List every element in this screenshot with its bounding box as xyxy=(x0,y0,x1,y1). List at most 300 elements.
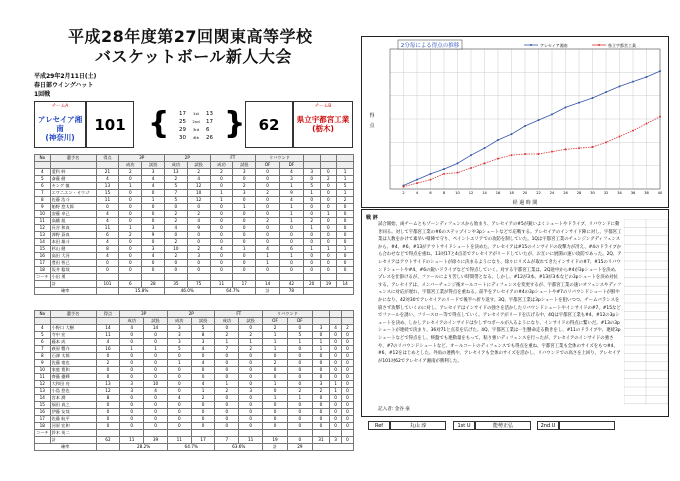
table-row xyxy=(35,232,354,239)
stat-cell: 1 xyxy=(215,381,239,388)
table-row xyxy=(35,281,354,288)
stat-cell: 1 xyxy=(330,388,342,395)
col-3p-header: 3P xyxy=(119,155,165,162)
stat-cell: 1 xyxy=(280,183,304,190)
team-b-score-box xyxy=(245,101,293,148)
stat-cell: 0 xyxy=(187,204,210,211)
data-point-series-1 xyxy=(619,85,621,87)
data-point-series-2 xyxy=(470,167,472,169)
stat-cell: 0 xyxy=(144,339,168,346)
stat-cell xyxy=(280,274,304,281)
stat-cell: 0 xyxy=(167,402,191,409)
x-tick-label: 12 xyxy=(468,191,474,195)
stat-cell: 0 xyxy=(303,204,320,211)
stat-cell: 1 xyxy=(330,381,342,388)
stat-cell: 0 xyxy=(239,325,263,332)
stat-cell xyxy=(342,430,354,437)
stat-cell: 6 xyxy=(280,246,304,253)
stat-cell: 0 xyxy=(330,367,342,374)
stat-cell: 0 xyxy=(330,374,342,381)
stat-cell: 0 xyxy=(303,176,320,183)
stat-cell xyxy=(288,430,313,437)
stat-cell: 0 xyxy=(144,402,168,409)
stat-cell: 0 xyxy=(320,239,337,246)
stat-cell: 0 xyxy=(164,232,187,239)
stat-cell: 1 xyxy=(312,346,329,353)
stat-cell: 0 xyxy=(96,409,120,416)
stat-cell: 4 xyxy=(96,253,119,260)
player-number: 11 xyxy=(35,218,51,225)
stat-cell: 1 xyxy=(233,204,256,211)
stat-cell: 0 xyxy=(256,267,280,274)
player-name: 長谷 和真 xyxy=(50,225,96,232)
stat-cell: 5 xyxy=(303,183,320,190)
stat-cell: 0 xyxy=(342,402,354,409)
stat-cell: 2 xyxy=(119,169,142,176)
data-point-series-1 xyxy=(538,119,540,121)
stat-cell: 0 xyxy=(215,395,239,402)
commentary-box xyxy=(361,209,669,417)
quarter-score-b: 6 xyxy=(206,127,210,133)
stat-cell: 11 xyxy=(210,281,233,288)
stat-cell: 0 xyxy=(215,360,239,367)
stat-cell: 4 xyxy=(256,246,280,253)
stat-cell: 0 xyxy=(119,218,142,225)
stat-cell: 0 xyxy=(120,416,144,423)
stat-cell: 0 xyxy=(288,423,313,430)
stat-cell: 0 xyxy=(239,353,263,360)
stat-cell: 0 xyxy=(239,402,263,409)
stat-cell: 4 xyxy=(164,225,187,232)
stat-cell: 0 xyxy=(233,225,256,232)
subheader-cell: 成功 xyxy=(120,318,144,325)
stat-cell: 0 xyxy=(144,360,168,367)
stat-cell xyxy=(96,274,119,281)
chart-title: 2分毎による得点の推移 xyxy=(400,43,460,49)
stat-cell: 0 xyxy=(337,232,354,239)
ref-name: 丸山 淳 xyxy=(390,421,446,430)
player-name: 伊藤 友哉 xyxy=(50,409,96,416)
stat-cell: 0 xyxy=(144,332,168,339)
percentage-cell xyxy=(303,288,353,295)
y-axis-label: 得 xyxy=(369,113,375,119)
stat-cell: 0 xyxy=(119,197,142,204)
stat-cell: 0 xyxy=(120,374,144,381)
player-number: 18 xyxy=(35,423,51,430)
stat-cell: 0 xyxy=(96,402,120,409)
data-point-series-2 xyxy=(443,173,445,175)
player-name: 船野 悠太郎 xyxy=(50,204,96,211)
stat-cell: 0 xyxy=(342,395,354,402)
stat-cell: 2 xyxy=(337,197,354,204)
stat-cell: 1 xyxy=(263,332,288,339)
stat-cell: 0 xyxy=(233,267,256,274)
stat-cell xyxy=(187,274,210,281)
stat-cell: 0 xyxy=(342,339,354,346)
quarter-row xyxy=(168,127,224,135)
stat-cell: 2 xyxy=(187,246,210,253)
col-ft-header: FT xyxy=(210,155,256,162)
table-row xyxy=(35,260,354,267)
table-row xyxy=(35,430,354,437)
table-row xyxy=(35,239,354,246)
stat-cell: 0 xyxy=(233,260,256,267)
stat-cell: 0 xyxy=(191,416,215,423)
stat-cell: 0 xyxy=(320,190,337,197)
subheader-cell: DF xyxy=(280,162,304,169)
percentage-cell: 計 xyxy=(256,288,280,295)
score-progress-svg xyxy=(362,37,668,207)
stat-cell: 3 xyxy=(191,339,215,346)
stat-cell: 4 xyxy=(144,388,168,395)
stat-cell: 1 xyxy=(210,190,233,197)
stat-cell: 0 xyxy=(320,232,337,239)
data-point-series-1 xyxy=(457,162,459,164)
stat-cell: 4 xyxy=(191,381,215,388)
stat-cell: 0 xyxy=(263,423,288,430)
stat-cell: 0 xyxy=(164,204,187,211)
stat-cell: 1 xyxy=(263,381,288,388)
player-name: 高橋 旭 xyxy=(50,218,96,225)
stat-cell: 0 xyxy=(144,416,168,423)
legend-marker xyxy=(530,44,532,46)
stat-cell: 9 xyxy=(280,190,304,197)
right-brace: } xyxy=(224,106,246,141)
stat-cell xyxy=(239,430,263,437)
table-header-row xyxy=(35,155,354,162)
stat-cell: 2 xyxy=(164,239,187,246)
legend-marker xyxy=(598,44,600,46)
quarter-row xyxy=(168,119,224,127)
stat-cell xyxy=(144,430,168,437)
col-name-header: 選手名 xyxy=(50,311,96,318)
data-point-series-1 xyxy=(659,70,661,72)
player-name: 本田 雄斗 xyxy=(50,239,96,246)
stat-cell: 2 xyxy=(263,360,288,367)
data-point-series-1 xyxy=(484,147,486,149)
player-name: 小野口 大樹 xyxy=(50,325,96,332)
stat-cell: 0 xyxy=(187,267,210,274)
stat-cell: 7 xyxy=(215,437,239,444)
stat-cell: 0 xyxy=(215,325,239,332)
blank-header-cell xyxy=(330,311,342,318)
stat-cell: 0 xyxy=(280,260,304,267)
stat-cell: 1 xyxy=(288,339,313,346)
x-tick-label: 22 xyxy=(536,191,541,195)
stat-cell: 0 xyxy=(142,239,165,246)
stat-cell: 5 xyxy=(191,325,215,332)
table-row xyxy=(35,423,354,430)
stat-cell: 5 xyxy=(288,332,313,339)
player-name: 齊藤 優輝 xyxy=(50,374,96,381)
stat-cell: 0 xyxy=(330,332,342,339)
page-title-line2: バスケットボール新人大会 xyxy=(95,47,292,66)
team-b-stats-table xyxy=(34,310,354,451)
stat-cell: 0 xyxy=(142,204,165,211)
subheader-cell: 成功 xyxy=(215,318,239,325)
stat-cell: 0 xyxy=(239,423,263,430)
stat-cell: 1 xyxy=(337,246,354,253)
stat-cell: 11 xyxy=(96,197,119,204)
data-point-series-2 xyxy=(484,162,486,164)
series-line-1 xyxy=(404,71,661,185)
stat-cell xyxy=(330,430,342,437)
player-number: 16 xyxy=(35,409,51,416)
player-name: 計 xyxy=(50,281,96,288)
stat-cell: 0 xyxy=(320,260,337,267)
data-point-series-2 xyxy=(659,116,661,118)
data-point-series-1 xyxy=(524,125,526,127)
stat-cell: 0 xyxy=(263,367,288,374)
stat-cell: 0 xyxy=(330,402,342,409)
stat-cell: 1 xyxy=(263,395,288,402)
stat-cell: 0 xyxy=(263,416,288,423)
player-number: コーチ xyxy=(36,274,49,279)
stat-cell: 9 xyxy=(187,225,210,232)
stat-cell: 8 xyxy=(191,332,215,339)
stat-cell: 0 xyxy=(337,239,354,246)
stat-cell: 0 xyxy=(312,353,329,360)
stat-cell: 2 xyxy=(191,395,215,402)
stat-cell: 1 xyxy=(280,253,304,260)
blank-header-cell xyxy=(337,155,354,162)
stat-cell: 0 xyxy=(210,239,233,246)
stat-cell: 0 xyxy=(210,232,233,239)
stat-cell: 0 xyxy=(119,204,142,211)
stat-cell: 0 xyxy=(215,353,239,360)
player-name: 藤本 成 xyxy=(50,339,96,346)
player-name: 澤野 蒼真 xyxy=(50,232,96,239)
subheader-cell: 試投 xyxy=(239,318,263,325)
player-number: 17 xyxy=(35,260,51,267)
y-axis-label: 点 xyxy=(369,123,375,129)
data-point-series-1 xyxy=(470,154,472,156)
x-tick-label: 26 xyxy=(563,191,568,195)
stat-cell: 5 xyxy=(164,197,187,204)
data-point-series-2 xyxy=(524,153,526,155)
stat-cell: 0 xyxy=(303,239,320,246)
data-point-series-1 xyxy=(443,168,445,170)
stat-cell: 2 xyxy=(263,325,288,332)
stat-cell: 10 xyxy=(144,381,168,388)
percentage-cell: 46.0% xyxy=(164,288,210,295)
stat-cell: 0 xyxy=(239,374,263,381)
table-subheader-row xyxy=(35,318,354,325)
player-number: 5 xyxy=(35,332,51,339)
stat-cell: 0 xyxy=(288,325,313,332)
legend-label: 県立宇都宮工業 xyxy=(608,43,636,48)
stat-cell xyxy=(191,430,215,437)
stat-cell: 21 xyxy=(96,169,119,176)
data-point-series-1 xyxy=(497,139,499,141)
x-tick-label: 4 xyxy=(415,191,419,195)
stat-cell: 1 xyxy=(144,346,168,353)
stat-cell: 0 xyxy=(120,353,144,360)
percentage-cell: 15.8% xyxy=(119,288,165,295)
stat-cell: 0 xyxy=(120,339,144,346)
stat-cell: 0 xyxy=(96,353,120,360)
stat-cell: 0 xyxy=(239,395,263,402)
stat-cell: 1 xyxy=(256,260,280,267)
stat-cell: 0 xyxy=(337,225,354,232)
x-tick-label: 34 xyxy=(617,191,622,195)
data-point-series-2 xyxy=(632,130,634,132)
stat-cell: 1 xyxy=(303,190,320,197)
stat-cell: 0 xyxy=(330,346,342,353)
stat-cell: 0 xyxy=(191,423,215,430)
team-a-score: 101 xyxy=(94,116,126,134)
player-number: 9 xyxy=(35,360,51,367)
percentage-cell: 確率 xyxy=(35,288,97,295)
stat-cell: 0 xyxy=(337,211,354,218)
stat-cell: 14 xyxy=(337,281,354,288)
stat-cell: 0 xyxy=(119,211,142,218)
stat-cell: 19 xyxy=(263,437,288,444)
stat-cell: 0 xyxy=(215,416,239,423)
stat-cell xyxy=(167,430,191,437)
player-name: 高田 大河 xyxy=(50,253,96,260)
stat-cell: 0 xyxy=(312,409,329,416)
stat-cell: 0 xyxy=(288,367,313,374)
stat-cell: 3 xyxy=(239,388,263,395)
player-name: 鈴木 英二 xyxy=(50,430,96,437)
stat-cell: 4 xyxy=(96,339,120,346)
stat-cell: 4 xyxy=(142,183,165,190)
x-tick-label: 28 xyxy=(576,191,582,195)
stat-cell: 4 xyxy=(191,346,215,353)
subheader-cell xyxy=(303,162,320,169)
stat-cell: 4 xyxy=(142,176,165,183)
stat-cell: 2 xyxy=(233,183,256,190)
quarter-label: 3rd xyxy=(192,127,200,132)
subheader-cell xyxy=(35,162,51,169)
col-reb-header: リバウンド xyxy=(256,155,304,162)
player-number: 15 xyxy=(35,246,51,253)
stat-cell xyxy=(312,430,329,437)
stat-cell: 0 xyxy=(191,353,215,360)
stat-cell: 0 xyxy=(320,169,337,176)
stat-cell: 0 xyxy=(342,381,354,388)
team-b-pref: (栃木) xyxy=(312,124,334,133)
data-point-series-1 xyxy=(592,97,594,99)
table-row xyxy=(35,197,354,204)
stat-cell: 11 xyxy=(96,225,119,232)
stat-cell: 0 xyxy=(303,197,320,204)
stat-cell: 0 xyxy=(320,225,337,232)
stat-cell: 17 xyxy=(191,437,215,444)
stat-cell: 0 xyxy=(337,260,354,267)
stat-cell: 1 xyxy=(263,339,288,346)
player-name: キング 慎 xyxy=(50,183,96,190)
stat-cell: 20 xyxy=(303,281,320,288)
player-name: 佐藤 航平 xyxy=(50,416,96,423)
quarter-score-b: 13 xyxy=(206,111,213,117)
stat-cell: 0 xyxy=(320,197,337,204)
stat-cell: 0 xyxy=(337,267,354,274)
stat-cell: 1 xyxy=(280,218,304,225)
stat-cell: 0 xyxy=(288,437,313,444)
stat-cell: 0 xyxy=(303,232,320,239)
table-row xyxy=(35,267,354,274)
stat-cell: 0 xyxy=(330,416,342,423)
player-number: 9 xyxy=(35,204,51,211)
table-row xyxy=(35,183,354,190)
stat-cell: 0 xyxy=(119,260,142,267)
stat-cell: 1 xyxy=(263,346,288,353)
table-row xyxy=(35,416,354,423)
player-name: 河原 宏和 xyxy=(50,423,96,430)
stat-cell xyxy=(120,430,144,437)
quarter-score-b: 26 xyxy=(206,135,213,141)
stat-cell: 0 xyxy=(337,218,354,225)
stat-cell: 4 xyxy=(96,239,119,246)
player-number: 11 xyxy=(35,374,51,381)
stat-cell: 4 xyxy=(280,169,304,176)
team-a-label: チームA xyxy=(51,104,69,109)
stat-cell: 0 xyxy=(263,409,288,416)
stat-cell: 35 xyxy=(164,281,187,288)
stat-cell: 101 xyxy=(96,281,119,288)
data-point-series-1 xyxy=(632,81,634,83)
subheader-cell xyxy=(35,318,51,325)
stat-cell: 3 xyxy=(142,169,165,176)
stat-cell: 3 xyxy=(312,381,329,388)
stat-cell: 28 xyxy=(142,281,165,288)
stat-cell: 2 xyxy=(256,218,280,225)
player-number: 12 xyxy=(35,225,51,232)
stat-cell: 75 xyxy=(187,281,210,288)
subheader-cell: 試投 xyxy=(191,318,215,325)
stat-cell: 0 xyxy=(303,253,320,260)
x-tick-label: 2 xyxy=(402,191,405,195)
stat-cell: 62 xyxy=(96,437,120,444)
stat-cell: 0 xyxy=(167,353,191,360)
table-header-row xyxy=(35,311,354,318)
stat-cell: 0 xyxy=(330,409,342,416)
subheader-cell: 成功 xyxy=(164,162,187,169)
player-number xyxy=(35,437,51,444)
x-tick-label: 40 xyxy=(657,191,663,195)
team-b-label: チームB xyxy=(314,104,332,109)
stat-cell: 0 xyxy=(187,260,210,267)
stat-cell: 1 xyxy=(167,360,191,367)
player-number: 4 xyxy=(35,169,51,176)
stat-cell: 0 xyxy=(256,204,280,211)
stat-cell: 0 xyxy=(288,346,313,353)
player-name: 愛科 幹 xyxy=(50,169,96,176)
stat-cell: 1 xyxy=(312,339,329,346)
stat-cell: 0 xyxy=(167,409,191,416)
stat-cell: 0 xyxy=(342,388,354,395)
percentage-cell: 計 xyxy=(263,444,288,451)
subheader-cell xyxy=(96,318,120,325)
stat-cell: 0 xyxy=(96,267,119,274)
stat-cell: 0 xyxy=(120,423,144,430)
blank-header-cell xyxy=(320,155,337,162)
stat-cell: 0 xyxy=(119,190,142,197)
data-point-series-1 xyxy=(565,106,567,108)
commentary-side-grid xyxy=(624,219,668,405)
table-row xyxy=(35,367,354,374)
stat-cell: 5 xyxy=(164,183,187,190)
stat-cell: 1 xyxy=(120,346,144,353)
player-number: 13 xyxy=(35,232,51,239)
table-row xyxy=(35,409,354,416)
stat-cell: 4 xyxy=(167,395,191,402)
subheader-cell: OF xyxy=(256,162,280,169)
stat-cell: 3 xyxy=(303,169,320,176)
stat-cell: 3 xyxy=(233,169,256,176)
